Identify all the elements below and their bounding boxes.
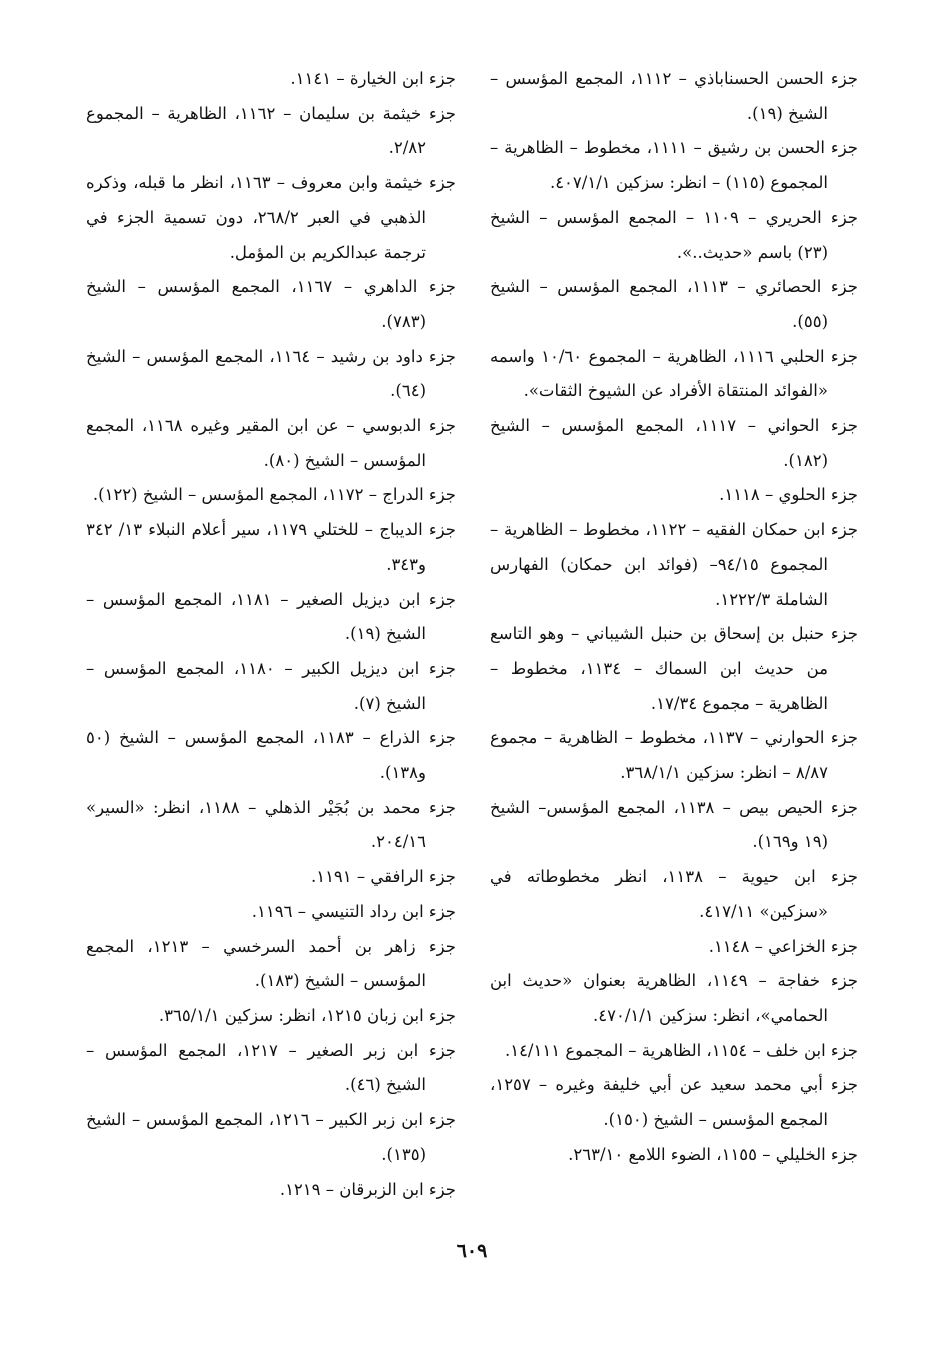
index-entry: جزء الحريري – ١١٠٩ – المجمع المؤسس – الشيخ (٢٣) باسم «حديث..». <box>490 207 858 262</box>
index-entry: جزء ابن الخيارة – ١١٤١. <box>290 69 456 88</box>
index-entry: جزء ابن زبر الكبير – ١٢١٦، المجمع المؤسس – الشيخ (١٣٥). <box>86 1110 456 1164</box>
index-entry: جزء ابن زبر الصغير – ١٢١٧، المجمع المؤسس – الشيخ (٤٦). <box>86 1040 457 1095</box>
index-entry: جزء خيثمة وابن معروف – ١١٦٣، انظر ما قبله، وذكره الذهبي في العبر ٢٦٨/٢، دون تسمية الجزء في ترجمة عبدالكريم بن المؤمل. <box>86 173 457 262</box>
left-column <box>86 62 456 1207</box>
index-entry: جزء ابن ديزيل الصغير – ١١٨١، المجمع المؤسس – الشيخ (١٩). <box>86 589 456 644</box>
index-entry: جزء ابن حمكان الفقيه – ١١٢٢، مخطوط – الظاهرية – المجموع ٩٤/١٥– (فوائد ابن حمكان) الفهارس الشاملة ١٢٢٢/٣. <box>490 520 858 609</box>
index-entry: جزء ابن الزبرقان – ١٢١٩. <box>279 1179 456 1199</box>
index-entry: جزء الحسن بن رشيق – ١١١١، مخطوط – الظاهرية – المجموع (١١٥) – انظر: سزكين ٤٠٧/١/١. <box>490 138 858 193</box>
index-entry: جزء الحصائري – ١١١٣، المجمع المؤسس – الشيخ (٥٥). <box>490 277 858 331</box>
index-entry: جزء الحيص بيص – ١١٣٨، المجمع المؤسس– الشيخ (١٩ و١٦٩). <box>490 797 858 852</box>
index-entry: جزء زاهر بن أحمد السرخسي – ١٢١٣، المجمع المؤسس – الشيخ (١٨٣). <box>86 936 456 991</box>
index-entry: جزء خيثمة بن سليمان – ١١٦٢، الظاهرية – المجموع ٢/٨٢. <box>86 103 457 158</box>
index-entry: جزء حنبل بن إسحاق بن حنبل الشيباني – وهو التاسع من حديث ابن السماك – ١١٣٤، مخطوط – الظاهرية – مجموع ١٧/٣٤. <box>490 624 858 713</box>
index-entry: جزء الدراج – ١١٧٢، المجمع المؤسس – الشيخ (١٢٢). <box>92 485 456 505</box>
index-entry: جزء الذراع – ١١٨٣، المجمع المؤسس – الشيخ (٥٠ و١٣٨). <box>86 728 457 783</box>
index-entry: جزء خفاجة – ١١٤٩، الظاهرية بعنوان «حديث ابن الحمامي»، انظر: سزكين ٤٧٠/١/١. <box>490 971 858 1025</box>
index-entry: جزء الحلبي ١١١٦، الظاهرية – المجموع ١٠/٦٠ واسمه «الفوائد المنتقاة الأفراد عن الشيوخ الثقات». <box>490 346 858 401</box>
right-column <box>490 62 858 1173</box>
index-entry: جزء داود بن رشيد – ١١٦٤، المجمع المؤسس – الشيخ (٦٤). <box>86 346 456 401</box>
index-entry: جزء ابن خلف – ١١٥٤، الظاهرية – المجموع ١٤/١١١. <box>504 1040 858 1060</box>
index-entry: جزء الدبوسي – عن ابن المقير وغيره ١١٦٨، المجمع المؤسس – الشيخ (٨٠). <box>86 416 456 470</box>
page-number: ٦٠٩ <box>456 1240 488 1262</box>
index-entry: جزء محمد بن بُجَيْر الذهلي – ١١٨٨، انظر: «السير» ٢٠٤/١٦. <box>86 797 457 852</box>
index-entry: جزء الرافقي – ١١٩١. <box>310 867 456 887</box>
index-entry: جزء الخليلي – ١١٥٥، الضوء اللامع ٢٦٣/١٠. <box>568 1144 858 1164</box>
index-entry: جزء الخزاعي – ١١٤٨. <box>708 936 858 956</box>
index-entry: جزء أبي محمد سعيد عن أبي خليفة وغيره – ١٢٥٧، المجمع المؤسس – الشيخ (١٥٠). <box>490 1075 858 1130</box>
index-entry: جزء الديباج – للختلي ١١٧٩، سير أعلام النبلاء ١٣/ ٣٤٢ و٣٤٣. <box>86 520 456 574</box>
index-entry: جزء الداهري – ١١٦٧، المجمع المؤسس – الشيخ (٧٨٣). <box>86 277 456 331</box>
index-entry: جزء ابن حيوية – ١١٣٨، انظر مخطوطاته في «سزكين» ٤١٧/١١. <box>490 867 858 921</box>
index-entry: جزء ابن زبان ١٢١٥، انظر: سزكين ٣٦٥/١/١. <box>158 1005 456 1025</box>
index-entry: جزء الحوارني – ١١٣٧، مخطوط – الظاهرية – مجموع ٨/٨٧ – انظر: سزكين ٣٦٨/١/١. <box>490 728 858 783</box>
index-entry: جزء الحسن الحسناباذي – ١١١٢، المجمع المؤسس – الشيخ (١٩). <box>490 69 858 123</box>
index-entry: جزء الحواني – ١١١٧، المجمع المؤسس – الشيخ (١٨٢). <box>490 416 858 470</box>
index-entry: جزء ابن رداد التنيسي – ١١٩٦. <box>251 901 456 921</box>
index-entry: جزء الحلوي – ١١١٨. <box>719 485 858 505</box>
index-entry: جزء ابن ديزيل الكبير – ١١٨٠، المجمع المؤسس – الشيخ (٧). <box>86 658 456 713</box>
